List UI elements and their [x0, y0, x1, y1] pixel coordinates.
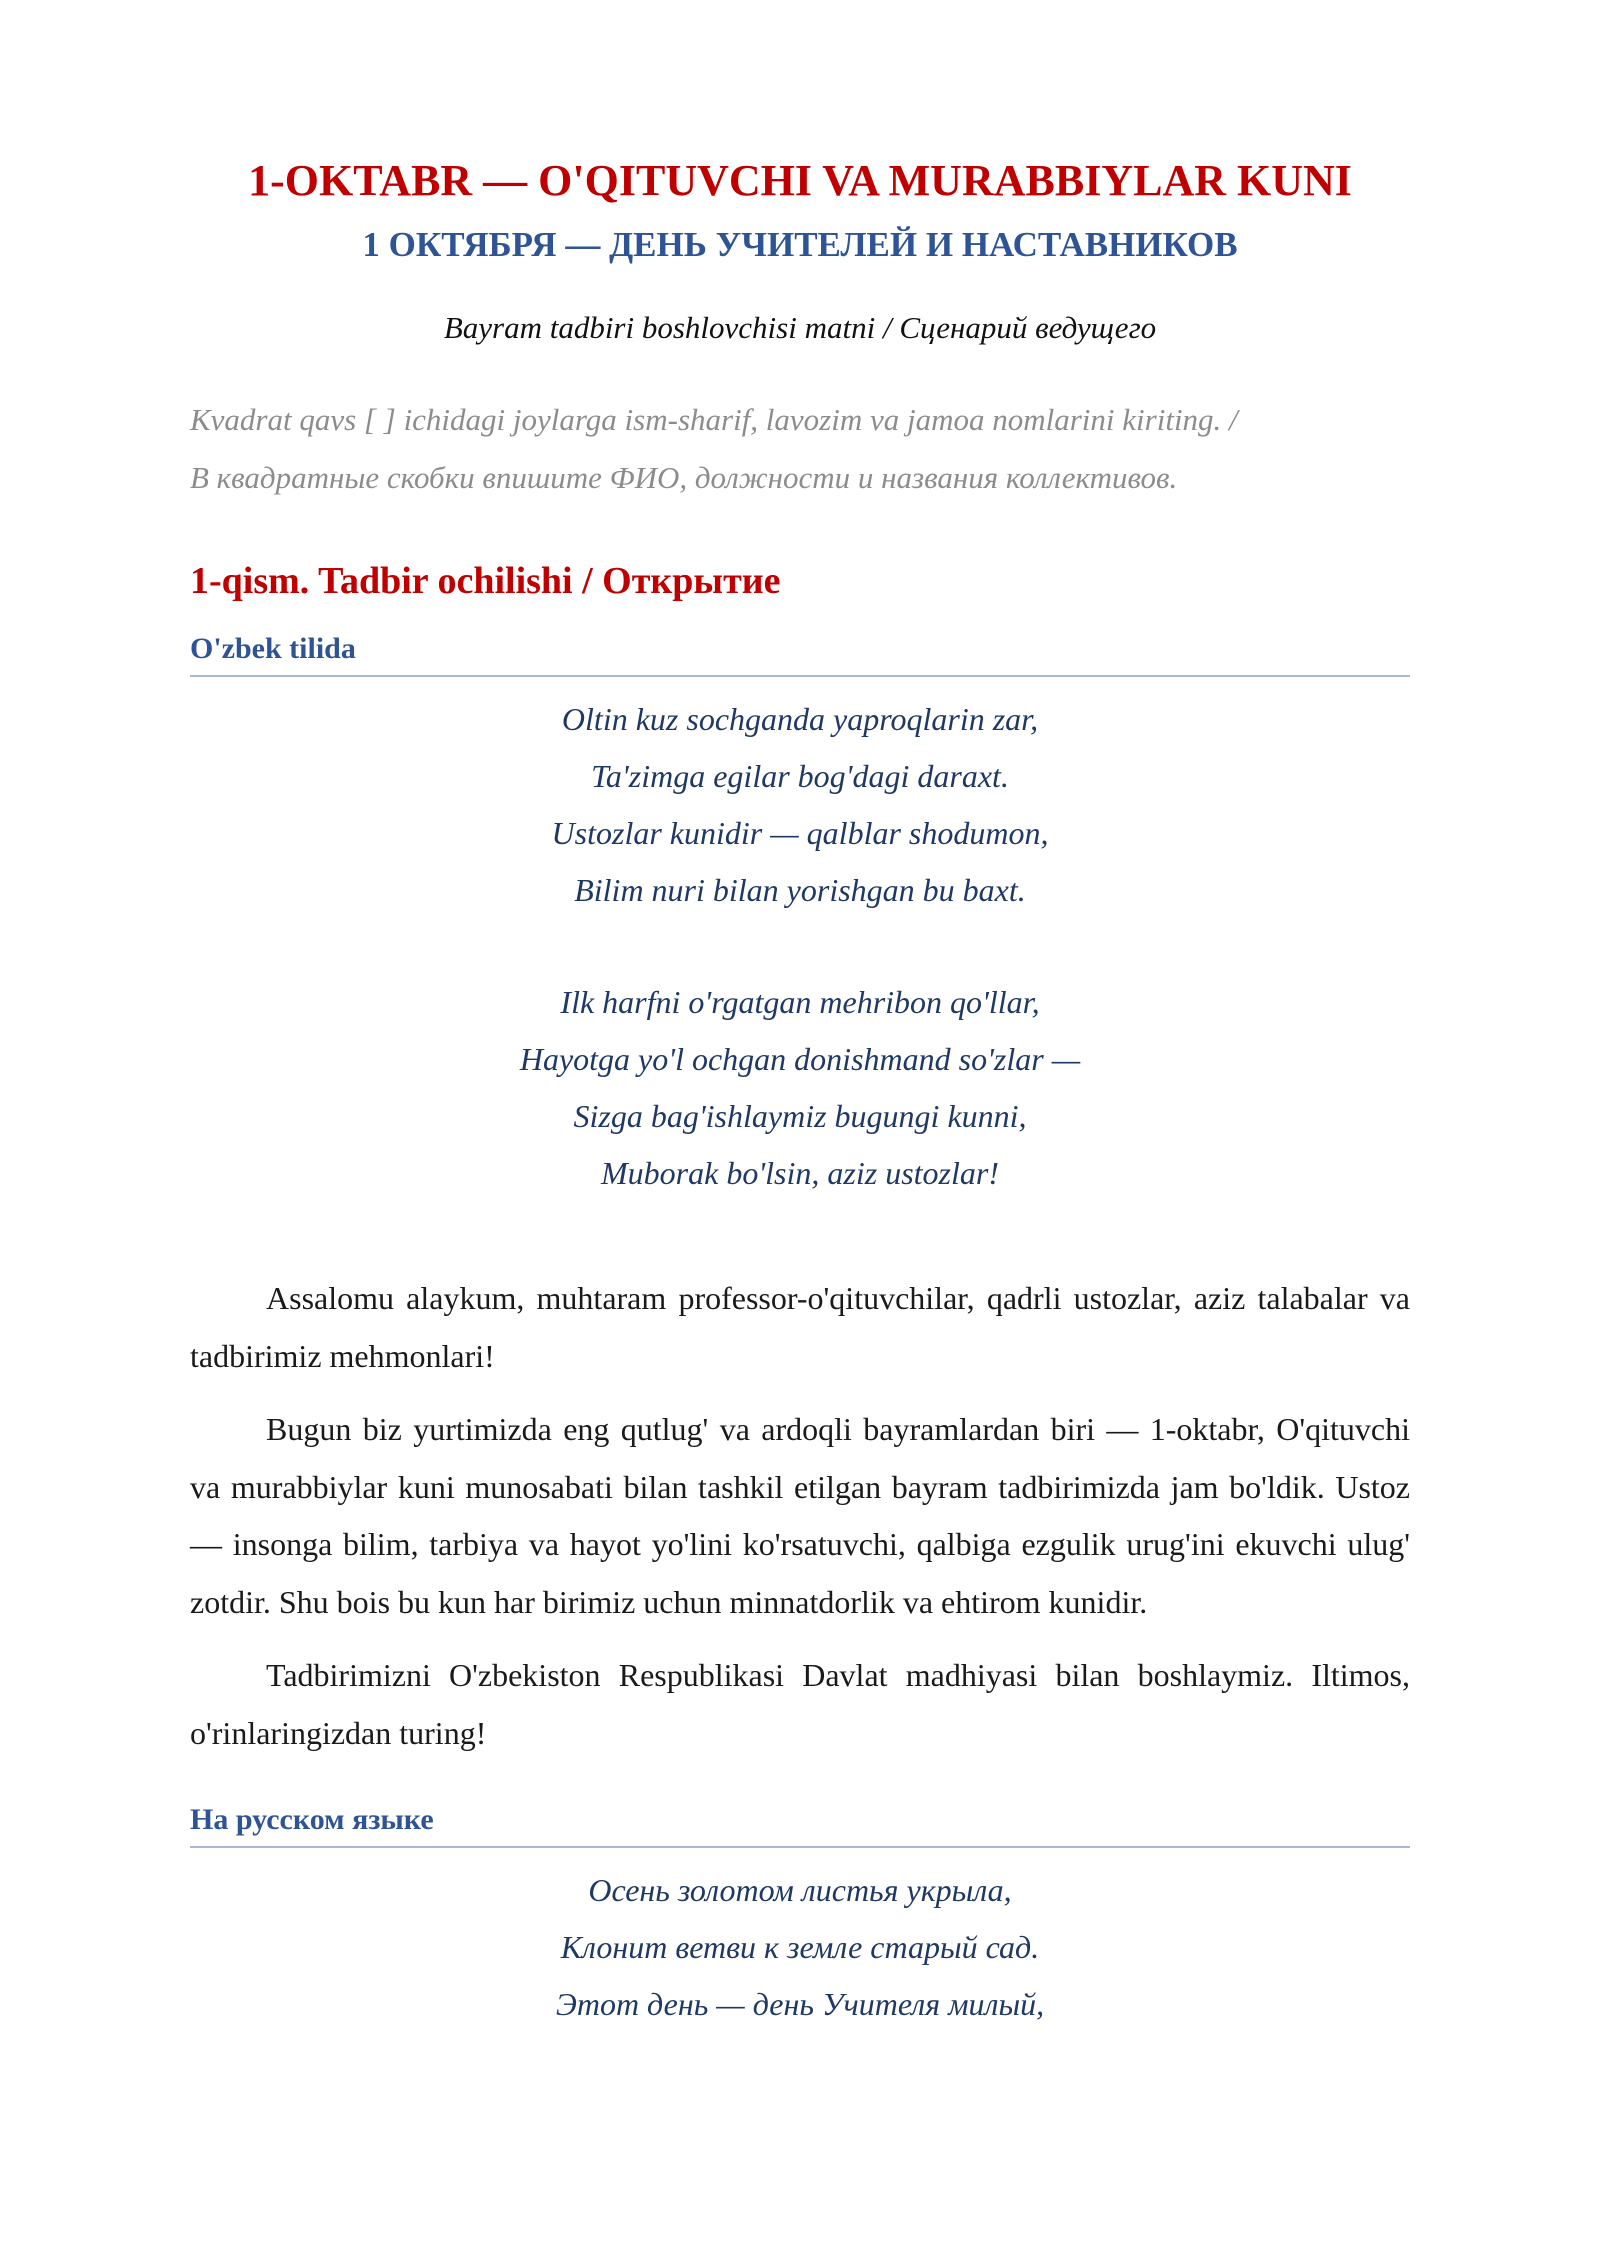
verse-line: Sizga bag'ishlaymiz bugungi kunni, — [573, 1098, 1027, 1134]
paragraph-greeting: Assalomu alaykum, muhtaram professor-o'qituvchilar, qadrli ustozlar, aziz talabalar va tadbirimiz mehmonlari! — [190, 1280, 1410, 1374]
poem-uzbek — [190, 691, 1410, 1202]
instruction-note — [190, 391, 1410, 507]
note-line-uz: Kvadrat qavs [ ] ichidagi joylarga ism-sharif, lavozim va jamoa nomlarini kiriting. / — [190, 402, 1238, 437]
verse-line: Oltin kuz sochganda yaproqlarin zar, — [561, 701, 1039, 737]
verse-line: Muborak bo'lsin, aziz ustozlar! — [601, 1155, 999, 1191]
paragraph-anthem: Tadbirimizni O'zbekiston Respublikasi Davlat madhiyasi bilan boshlaymiz. Iltimos, o'rinlaringizdan turing! — [190, 1657, 1410, 1751]
subtitle: Bayram tadbiri boshlovchisi matni / Сценарий ведущего — [443, 310, 1157, 345]
verse-line: Bilim nuri bilan yorishgan bu baxt. — [574, 872, 1026, 908]
verse-line: Осень золотом листья укрыла, — [588, 1872, 1012, 1908]
verse-line: Клонит ветви к земле старый сад. — [560, 1929, 1040, 1965]
part-heading: 1-qism. Tadbir ochilishi / Открытие — [190, 560, 781, 602]
verse-line: Ilk harfni o'rgatgan mehribon qo'llar, — [560, 984, 1040, 1020]
verse-line: Ustozlar kunidir — qalblar shodumon, — [551, 815, 1049, 851]
note-line-ru: В квадратные скобки впишите ФИО, должности и названия коллективов. — [190, 460, 1178, 495]
paragraph-intro: Bugun biz yurtimizda eng qutlug' va ardoqli bayramlardan biri — 1-oktabr, O'qituvchi va murabbiylar kuni munosabati bilan tashkil etilgan bayram tadbirimizda jam bo'ldik. Ustoz — insonga bilim, tarbiya va hayot yo'lini ko'rsatuvchi, qalbiga ezgulik urug'ini ekuvchi ulug' zotdir. Shu bois bu kun har birimiz uchun minnatdorlik va ehtirom kunidir. — [190, 1411, 1410, 1620]
stanza — [190, 691, 1410, 919]
stanza — [190, 974, 1410, 1202]
section-heading-russian: На русском языке — [190, 1798, 1410, 1848]
poem-russian — [190, 1862, 1410, 2033]
title-russian: 1 ОКТЯБРЯ — ДЕНЬ УЧИТЕЛЕЙ И НАСТАВНИКОВ — [362, 225, 1238, 264]
verse-line: Ta'zimga egilar bog'dagi daraxt. — [591, 758, 1009, 794]
section-heading-uzbek: O'zbek tilida — [190, 627, 1410, 677]
title-uzbek: 1-OKTABR — O'QITUVCHI VA MURABBIYLAR KUNI — [248, 156, 1352, 205]
verse-line: Этот день — день Учителя милый, — [555, 1986, 1045, 2022]
stanza — [190, 1862, 1410, 2033]
speech-uzbek — [190, 1270, 1410, 1762]
verse-line: Hayotga yo'l ochgan donishmand so'zlar — — [519, 1041, 1081, 1077]
